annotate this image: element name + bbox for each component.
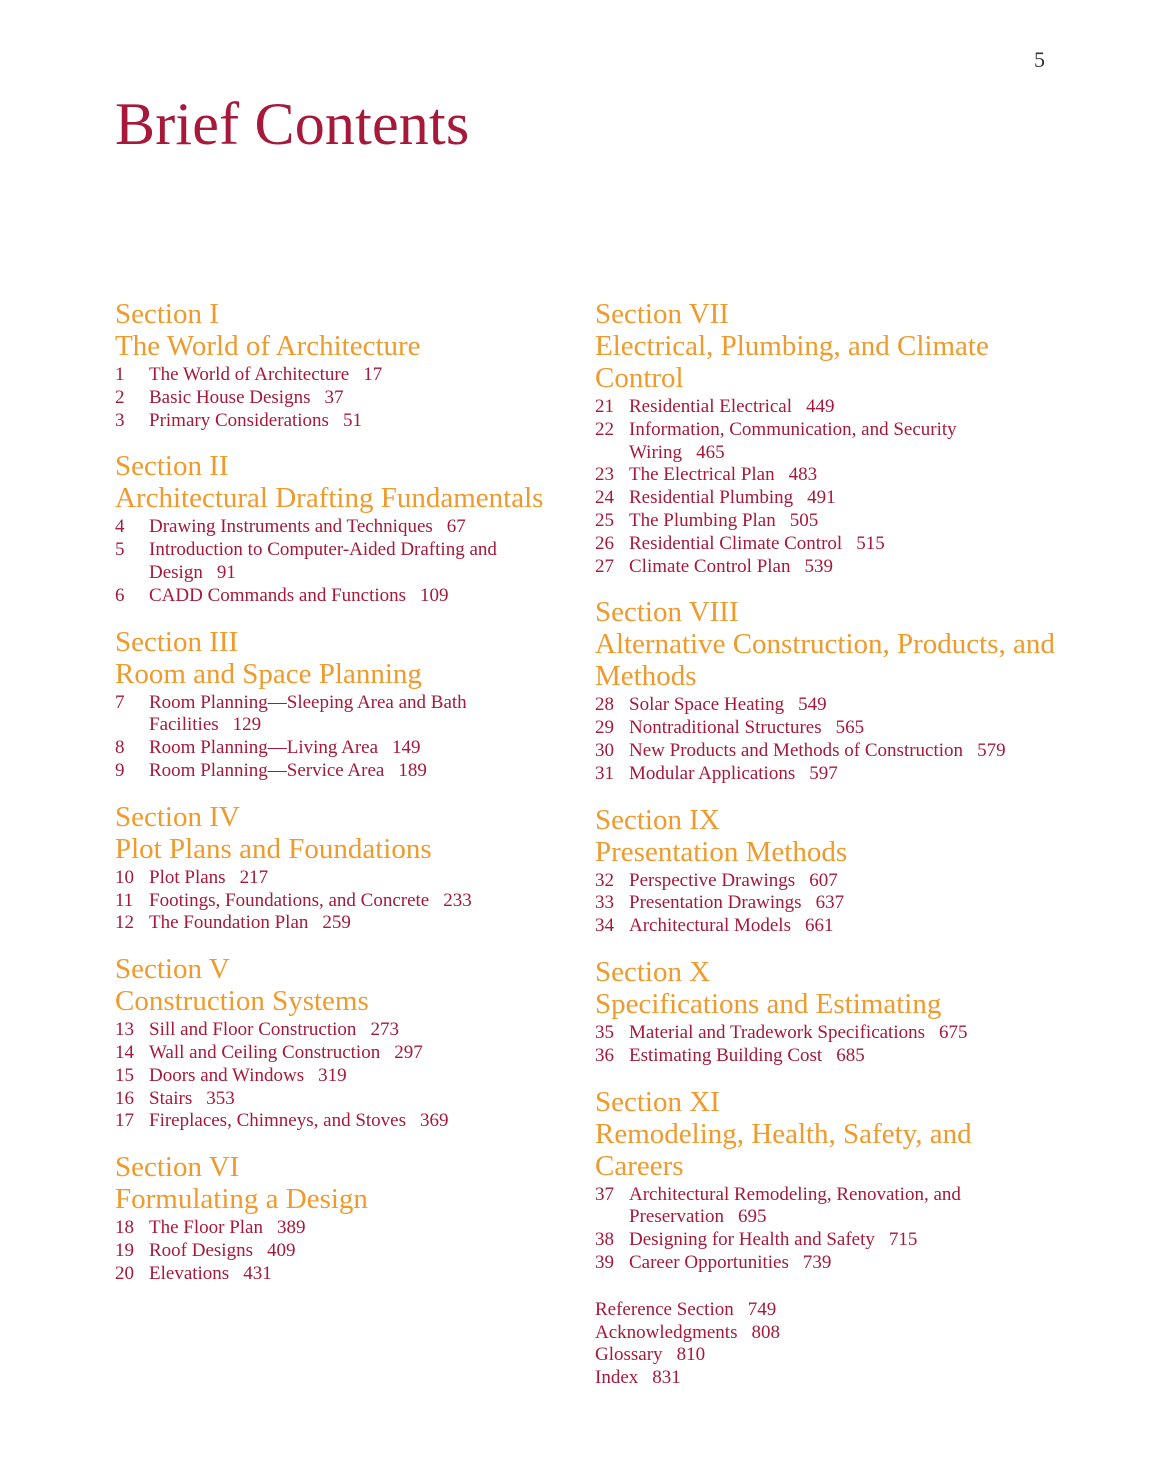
chapter-number: 33 [595, 892, 614, 914]
chapter-title: Room Planning—Service Area [149, 759, 385, 781]
chapter-number: 4 [115, 516, 125, 538]
chapter-entry[interactable] [115, 692, 575, 738]
chapter-entry[interactable] [595, 487, 1055, 510]
chapter-number: 20 [115, 1262, 134, 1284]
chapter-page: 409 [266, 1239, 296, 1261]
chapter-title: Residential Climate Control [629, 532, 843, 554]
chapter-number: 17 [115, 1110, 134, 1132]
chapter-title: The Plumbing Plan [629, 509, 776, 531]
chapter-number: 3 [115, 409, 125, 431]
chapter-title: Nontraditional Structures [629, 717, 822, 739]
chapter-title: Wall and Ceiling Construction [149, 1041, 381, 1063]
section-title: Alternative Construction, Products, and Methods [595, 628, 1055, 693]
chapter-title: Fireplaces, Chimneys, and Stoves [149, 1110, 406, 1132]
chapter-entry[interactable] [115, 1263, 575, 1286]
chapter-title: Residential Plumbing [629, 487, 794, 509]
chapter-entry[interactable] [595, 915, 1055, 938]
chapter-page: 51 [342, 409, 362, 431]
section-title: Specifications and Estimating [595, 987, 942, 1020]
chapter-entry[interactable] [115, 1088, 575, 1111]
toc-section [595, 596, 1055, 785]
page-title: Brief Contents [115, 91, 470, 157]
chapter-entry[interactable] [595, 694, 1055, 717]
chapter-number: 36 [595, 1044, 614, 1066]
chapter-entry[interactable] [595, 556, 1055, 579]
chapter-entry[interactable] [595, 717, 1055, 740]
chapter-page: 483 [788, 464, 818, 486]
chapter-number: 12 [115, 912, 134, 934]
chapter-number: 18 [115, 1217, 134, 1239]
chapter-number: 11 [115, 889, 134, 911]
chapter-title: Solar Space Heating [629, 694, 785, 716]
section-label: Section IV [115, 800, 240, 833]
chapter-number: 35 [595, 1021, 614, 1043]
chapter-title: New Products and Methods of Construction [629, 739, 964, 761]
chapter-entry[interactable] [595, 396, 1055, 419]
chapter-number: 21 [595, 396, 614, 417]
section-label: Section VI [115, 1151, 240, 1184]
chapter-number: 8 [115, 737, 125, 759]
back-matter-page: 810 [676, 1344, 706, 1366]
back-matter-page: 808 [751, 1321, 780, 1343]
chapter-number: 32 [595, 869, 614, 891]
chapter-title: Stairs [149, 1087, 193, 1109]
chapter-number: 37 [595, 1183, 614, 1205]
chapter-page: 233 [443, 889, 472, 911]
chapter-entry[interactable] [115, 1240, 575, 1263]
toc-section [115, 801, 575, 935]
chapter-number: 5 [115, 539, 125, 561]
chapter-page: 109 [420, 584, 449, 606]
chapter-page: 685 [836, 1044, 865, 1066]
toc-section [115, 450, 575, 607]
chapter-entry[interactable] [115, 760, 575, 783]
back-matter-entry[interactable] [595, 1367, 1055, 1390]
section-title: Presentation Methods [595, 835, 848, 868]
chapter-page: 67 [446, 516, 466, 538]
chapter-page: 449 [806, 396, 835, 417]
chapter-title: Plot Plans [149, 866, 226, 888]
chapter-number: 7 [115, 691, 125, 713]
back-matter-title: Reference Section [595, 1298, 734, 1320]
section-title: Room and Space Planning [115, 657, 422, 690]
toc-section [115, 1151, 575, 1285]
toc-section [595, 956, 1055, 1068]
chapter-entry[interactable] [115, 410, 575, 433]
chapter-title: Modular Applications [629, 762, 796, 784]
section-title: Electrical, Plumbing, and Climate Control [595, 330, 989, 394]
section-label: Section VII [595, 298, 729, 330]
chapter-page: 149 [392, 737, 421, 759]
chapter-title: Designing for Health and Safety [629, 1229, 875, 1251]
chapter-entry[interactable] [115, 1042, 575, 1065]
back-matter-entry[interactable] [595, 1322, 1055, 1345]
chapter-page: 505 [789, 509, 819, 531]
section-label: Section IX [595, 803, 720, 836]
chapter-number: 38 [595, 1229, 614, 1251]
back-matter-title: Index [595, 1367, 639, 1389]
page-number: 5 [1034, 47, 1045, 72]
chapter-page: 491 [807, 487, 836, 509]
chapter-title: Climate Control Plan [629, 555, 791, 577]
chapter-title: The World of Architecture [149, 364, 350, 385]
chapter-entry[interactable] [595, 1252, 1055, 1275]
chapter-title: Perspective Drawings [629, 869, 796, 891]
back-matter-entry[interactable] [595, 1344, 1055, 1367]
toc-section [595, 298, 1055, 578]
back-matter-entry[interactable] [595, 1299, 1055, 1322]
chapter-entry[interactable] [595, 892, 1055, 915]
chapter-title: Presentation Drawings [629, 892, 802, 914]
chapter-number: 30 [595, 739, 614, 761]
chapter-page: 607 [809, 869, 838, 891]
toc-right-column [595, 298, 1055, 1390]
chapter-number: 24 [595, 487, 614, 509]
chapter-entry[interactable] [115, 737, 575, 760]
toc-section [595, 1086, 1055, 1275]
chapter-number: 34 [595, 915, 614, 937]
chapter-number: 6 [115, 584, 125, 606]
chapter-entry[interactable] [115, 1065, 575, 1088]
chapter-title: Information, Communication, and Security Wiring [629, 418, 957, 463]
chapter-number: 27 [595, 555, 614, 577]
chapter-number: 10 [115, 866, 134, 888]
chapter-page: 465 [696, 441, 725, 463]
chapter-entry[interactable] [115, 387, 575, 410]
chapter-entry[interactable] [115, 1019, 575, 1042]
chapter-title: The Foundation Plan [149, 912, 309, 934]
chapter-number: 22 [595, 418, 614, 440]
chapter-entry[interactable] [595, 763, 1055, 786]
chapter-number: 14 [115, 1041, 134, 1063]
chapter-number: 23 [595, 464, 614, 486]
section-label: Section XI [595, 1085, 720, 1118]
chapter-page: 369 [420, 1110, 449, 1132]
chapter-page: 715 [888, 1229, 918, 1251]
chapter-number: 19 [115, 1239, 134, 1261]
chapter-entry[interactable] [595, 533, 1055, 556]
chapter-page: 189 [398, 759, 427, 781]
chapter-number: 28 [595, 694, 614, 716]
chapter-page: 259 [322, 912, 351, 934]
chapter-title: Career Opportunities [629, 1251, 789, 1273]
chapter-page: 739 [802, 1251, 832, 1273]
chapter-title: Roof Designs [149, 1239, 253, 1261]
chapter-page: 217 [239, 866, 269, 888]
chapter-page: 17 [363, 364, 383, 385]
chapter-page: 515 [856, 532, 885, 554]
chapter-entry[interactable] [115, 867, 575, 890]
chapter-title: Basic House Designs [149, 386, 311, 408]
chapter-title: Sill and Floor Construction [149, 1019, 357, 1041]
chapter-entry[interactable] [595, 1184, 1055, 1230]
chapter-entry[interactable] [595, 1229, 1055, 1252]
section-label: Section X [595, 955, 711, 988]
chapter-title: The Electrical Plan [629, 464, 775, 486]
chapter-title: Room Planning—Living Area [149, 737, 379, 759]
chapter-number: 31 [595, 762, 614, 784]
chapter-entry[interactable] [115, 890, 575, 913]
chapter-number: 13 [115, 1019, 134, 1041]
chapter-entry[interactable] [115, 539, 575, 585]
chapter-title: Residential Electrical [629, 396, 793, 417]
chapter-number: 26 [595, 532, 614, 554]
chapter-page: 431 [243, 1262, 272, 1284]
toc-section [115, 626, 575, 783]
chapter-title: The Floor Plan [149, 1217, 263, 1239]
chapter-entry[interactable] [595, 740, 1055, 763]
chapter-page: 389 [277, 1217, 306, 1239]
back-matter-title: Glossary [595, 1344, 663, 1366]
chapter-entry[interactable] [115, 1217, 575, 1240]
section-label: Section V [115, 953, 230, 986]
chapter-number: 29 [595, 717, 614, 739]
chapter-number: 39 [595, 1251, 614, 1273]
chapter-page: 565 [835, 717, 865, 739]
section-label: Section VIII [595, 596, 739, 629]
chapter-number: 9 [115, 759, 125, 781]
chapter-page: 597 [809, 762, 838, 784]
chapter-title: Drawing Instruments and Techniques [149, 516, 433, 538]
chapter-page: 91 [216, 561, 236, 583]
chapter-page: 661 [804, 915, 834, 937]
chapter-entry[interactable] [595, 464, 1055, 487]
chapter-page: 129 [232, 714, 262, 736]
chapter-entry[interactable] [115, 364, 575, 387]
toc-section [595, 804, 1055, 938]
chapter-page: 549 [798, 694, 827, 716]
chapter-number: 1 [115, 364, 125, 385]
chapter-entry[interactable] [595, 1045, 1055, 1068]
chapter-title: CADD Commands and Functions [149, 584, 407, 606]
chapter-title: Doors and Windows [149, 1064, 305, 1086]
chapter-page: 539 [804, 555, 833, 577]
section-title: Construction Systems [115, 985, 369, 1018]
chapter-entry[interactable] [595, 419, 1055, 465]
chapter-entry[interactable] [595, 510, 1055, 533]
chapter-entry[interactable] [595, 1022, 1055, 1045]
chapter-page: 579 [977, 739, 1006, 761]
section-label: Section II [115, 450, 229, 483]
toc-section [115, 953, 575, 1133]
chapter-page: 319 [318, 1064, 347, 1086]
chapter-page: 637 [815, 892, 845, 914]
chapter-entry[interactable] [595, 870, 1055, 893]
chapter-title: Estimating Building Cost [629, 1044, 823, 1066]
section-label: Section I [115, 298, 219, 330]
chapter-page: 353 [206, 1087, 235, 1109]
back-matter-page: 749 [747, 1298, 777, 1320]
section-title: Plot Plans and Foundations [115, 832, 432, 865]
section-title: Architectural Drafting Fundamentals [115, 482, 544, 515]
back-matter-page: 831 [652, 1367, 681, 1389]
chapter-title: Elevations [149, 1262, 230, 1284]
chapter-title: Primary Considerations [149, 409, 329, 431]
chapter-title: Architectural Remodeling, Renovation, and Preservation [629, 1183, 961, 1228]
chapter-entry[interactable] [115, 516, 575, 539]
chapter-title: Footings, Foundations, and Concrete [149, 889, 430, 911]
chapter-number: 16 [115, 1087, 134, 1109]
section-label: Section III [115, 625, 239, 658]
chapter-page: 675 [939, 1021, 968, 1043]
chapter-title: Material and Tradework Specifications [629, 1021, 926, 1043]
back-matter-list [595, 1299, 1055, 1390]
chapter-number: 25 [595, 509, 614, 531]
chapter-page: 273 [370, 1019, 399, 1041]
section-title: Formulating a Design [115, 1183, 368, 1216]
chapter-entry[interactable] [115, 585, 575, 608]
chapter-entry[interactable] [115, 1110, 575, 1133]
section-title: Remodeling, Health, Safety, and Careers [595, 1117, 972, 1182]
chapter-page: 695 [737, 1206, 767, 1228]
chapter-entry[interactable] [115, 912, 575, 935]
chapter-title: Room Planning—Sleeping Area and Bath Facilities [149, 691, 467, 736]
chapter-title: Introduction to Computer-Aided Drafting and Design [149, 539, 497, 583]
toc-left-column [115, 298, 575, 1304]
chapter-title: Architectural Models [629, 915, 791, 937]
toc-section [115, 298, 575, 432]
back-matter-title: Acknowledgments [595, 1321, 738, 1343]
chapter-page: 37 [324, 386, 344, 408]
section-title: The World of Architecture [115, 330, 421, 362]
chapter-number: 15 [115, 1064, 134, 1086]
chapter-page: 297 [394, 1041, 423, 1063]
chapter-number: 2 [115, 386, 125, 408]
